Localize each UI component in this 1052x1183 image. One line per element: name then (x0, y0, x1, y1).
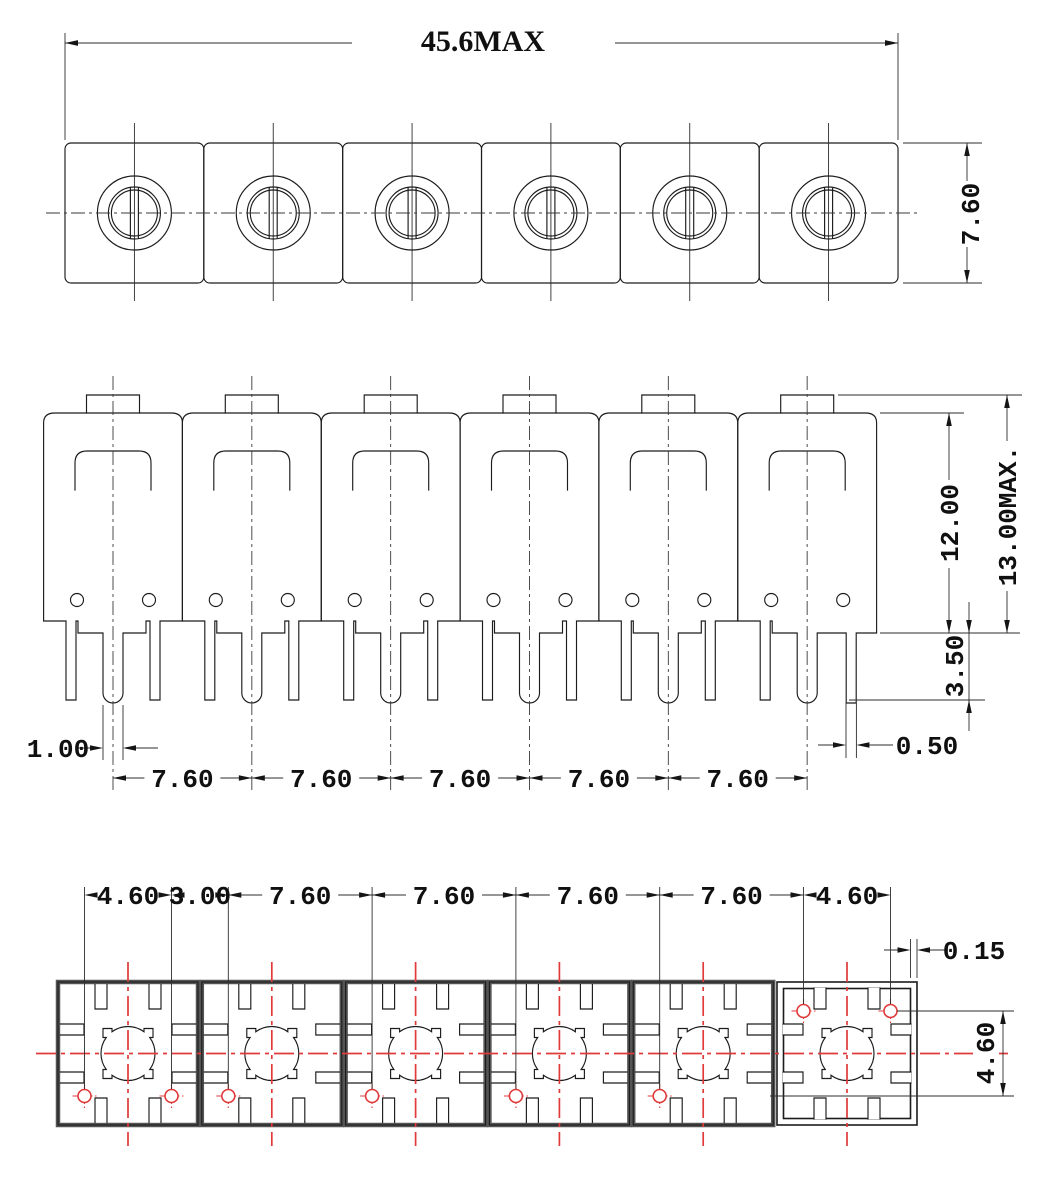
left-slot (204, 1024, 228, 1035)
pin-hole (797, 1005, 810, 1018)
body-hole (626, 594, 639, 607)
dim-label-edge-gap: 0.15 (942, 937, 1006, 967)
body-hole (71, 594, 84, 607)
pin-hole (509, 1090, 522, 1103)
top-notch (670, 984, 682, 1009)
dim-center-pin-width (27, 705, 158, 765)
dim-label-pitch-3: 7.60 (428, 765, 492, 795)
left-slot (783, 1072, 803, 1083)
top-notch (868, 988, 880, 1009)
left-slot (636, 1072, 660, 1083)
dim-label-hole-row-spacing: 4.60 (972, 1021, 1002, 1085)
dim-label-flat-pin-width: 0.50 (895, 732, 959, 762)
front-view-units (44, 376, 877, 791)
right-slot (603, 1072, 627, 1083)
right-slot (891, 1072, 911, 1083)
left-slot (204, 1072, 228, 1083)
bottom-notch (814, 1098, 826, 1119)
right-slot (460, 1024, 484, 1035)
front-view-position (182, 376, 321, 791)
dim-label-pin-length: 3.50 (941, 634, 971, 698)
body-hole (765, 594, 778, 607)
pin-hole (884, 1005, 897, 1018)
left-slot (348, 1024, 372, 1035)
bottom-notch (293, 1098, 305, 1123)
top-view (46, 25, 987, 301)
pin-hole (653, 1090, 666, 1103)
dim-hole-chain-labels (97, 882, 878, 912)
body-hole (209, 594, 222, 607)
bottom-notch (383, 1098, 395, 1123)
top-notch (383, 984, 395, 1009)
dim-label-hole-chain-7: 4.60 (815, 882, 879, 912)
top-view-units (65, 123, 898, 301)
right-slot (603, 1024, 627, 1035)
right-slot (172, 1024, 196, 1035)
bottom-notch (526, 1098, 538, 1123)
left-slot (492, 1024, 516, 1035)
top-notch (149, 984, 161, 1009)
bottom-notch (149, 1098, 161, 1123)
top-notch (95, 984, 107, 1009)
top-view-position (65, 123, 204, 301)
top-view-position (620, 123, 759, 301)
bottom-notch (239, 1098, 251, 1123)
top-notch (239, 984, 251, 1009)
pin-hole (165, 1090, 178, 1103)
bottom-notch (95, 1098, 107, 1123)
left-slot (636, 1024, 660, 1035)
dim-label-overall-width: 45.6MAX (420, 25, 546, 58)
body-hole (559, 594, 572, 607)
body-hole (698, 594, 711, 607)
top-view-position (482, 123, 621, 301)
top-notch (814, 988, 826, 1009)
bottom-notch (868, 1098, 880, 1119)
pin-hole (222, 1090, 235, 1103)
right-slot (316, 1072, 340, 1083)
left-slot (348, 1072, 372, 1083)
bottom-notch (580, 1098, 592, 1123)
body-hole (837, 594, 850, 607)
dim-edge-gap (884, 937, 1005, 978)
bottom-notch (437, 1098, 449, 1123)
right-slot (172, 1072, 196, 1083)
dim-label-pitch-1: 7.60 (151, 765, 214, 795)
top-notch (526, 984, 538, 1009)
dim-label-hole-chain-5: 7.60 (556, 882, 620, 912)
dim-label-hole-chain-3: 7.60 (268, 882, 332, 912)
dim-label-body-height: 12.00 (936, 483, 966, 563)
top-notch (437, 984, 449, 1009)
dim-label-pitch-5: 7.60 (706, 765, 769, 795)
dim-label-overall-height: 13.00MAX. (994, 445, 1024, 587)
front-view (27, 376, 1024, 795)
dim-overall-height (994, 395, 1024, 633)
left-slot (492, 1072, 516, 1083)
dim-label-pitch-4: 7.60 (567, 765, 631, 795)
dim-flat-pin-width (818, 703, 958, 762)
left-slot (60, 1072, 84, 1083)
body-hole (348, 594, 361, 607)
dim-pin-length (941, 602, 972, 731)
dim-label-pitch-2: 7.60 (289, 765, 353, 795)
top-view-position (343, 123, 482, 301)
front-view-position (44, 376, 183, 791)
front-view-position (599, 376, 738, 791)
top-notch (293, 984, 305, 1009)
bottom-notch (724, 1098, 736, 1123)
dim-pitch-labels (151, 765, 769, 795)
bottom-view (36, 882, 1014, 1146)
top-view-position (204, 123, 343, 301)
dim-label-hole-chain-2: 3.00 (168, 882, 232, 912)
right-slot (891, 1024, 911, 1035)
pin-hole (78, 1090, 91, 1103)
dim-label-hole-chain-6: 7.60 (700, 882, 763, 912)
dim-label-hole-chain-4: 7.60 (412, 882, 476, 912)
dim-overall-width (65, 25, 898, 140)
bottom-notch (670, 1098, 682, 1123)
body-hole (487, 594, 500, 607)
right-slot (460, 1072, 484, 1083)
front-view-position (460, 376, 599, 791)
top-view-position (759, 123, 898, 301)
left-slot (783, 1024, 803, 1035)
body-hole (281, 594, 294, 607)
front-view-position (738, 376, 877, 791)
top-notch (580, 984, 592, 1009)
dim-label-top-height: 7.60 (957, 182, 987, 246)
body-hole (143, 594, 156, 607)
right-slot (747, 1072, 771, 1083)
top-notch (724, 984, 736, 1009)
left-slot (60, 1024, 84, 1035)
right-slot (316, 1024, 340, 1035)
front-view-position (321, 376, 460, 791)
right-slot (747, 1024, 771, 1035)
pin-hole (366, 1090, 379, 1103)
dim-label-hole-chain-1: 4.60 (96, 882, 160, 912)
dim-label-center-pin-width: 1.00 (26, 735, 90, 765)
body-hole (420, 594, 433, 607)
dim-body-height (936, 413, 966, 633)
